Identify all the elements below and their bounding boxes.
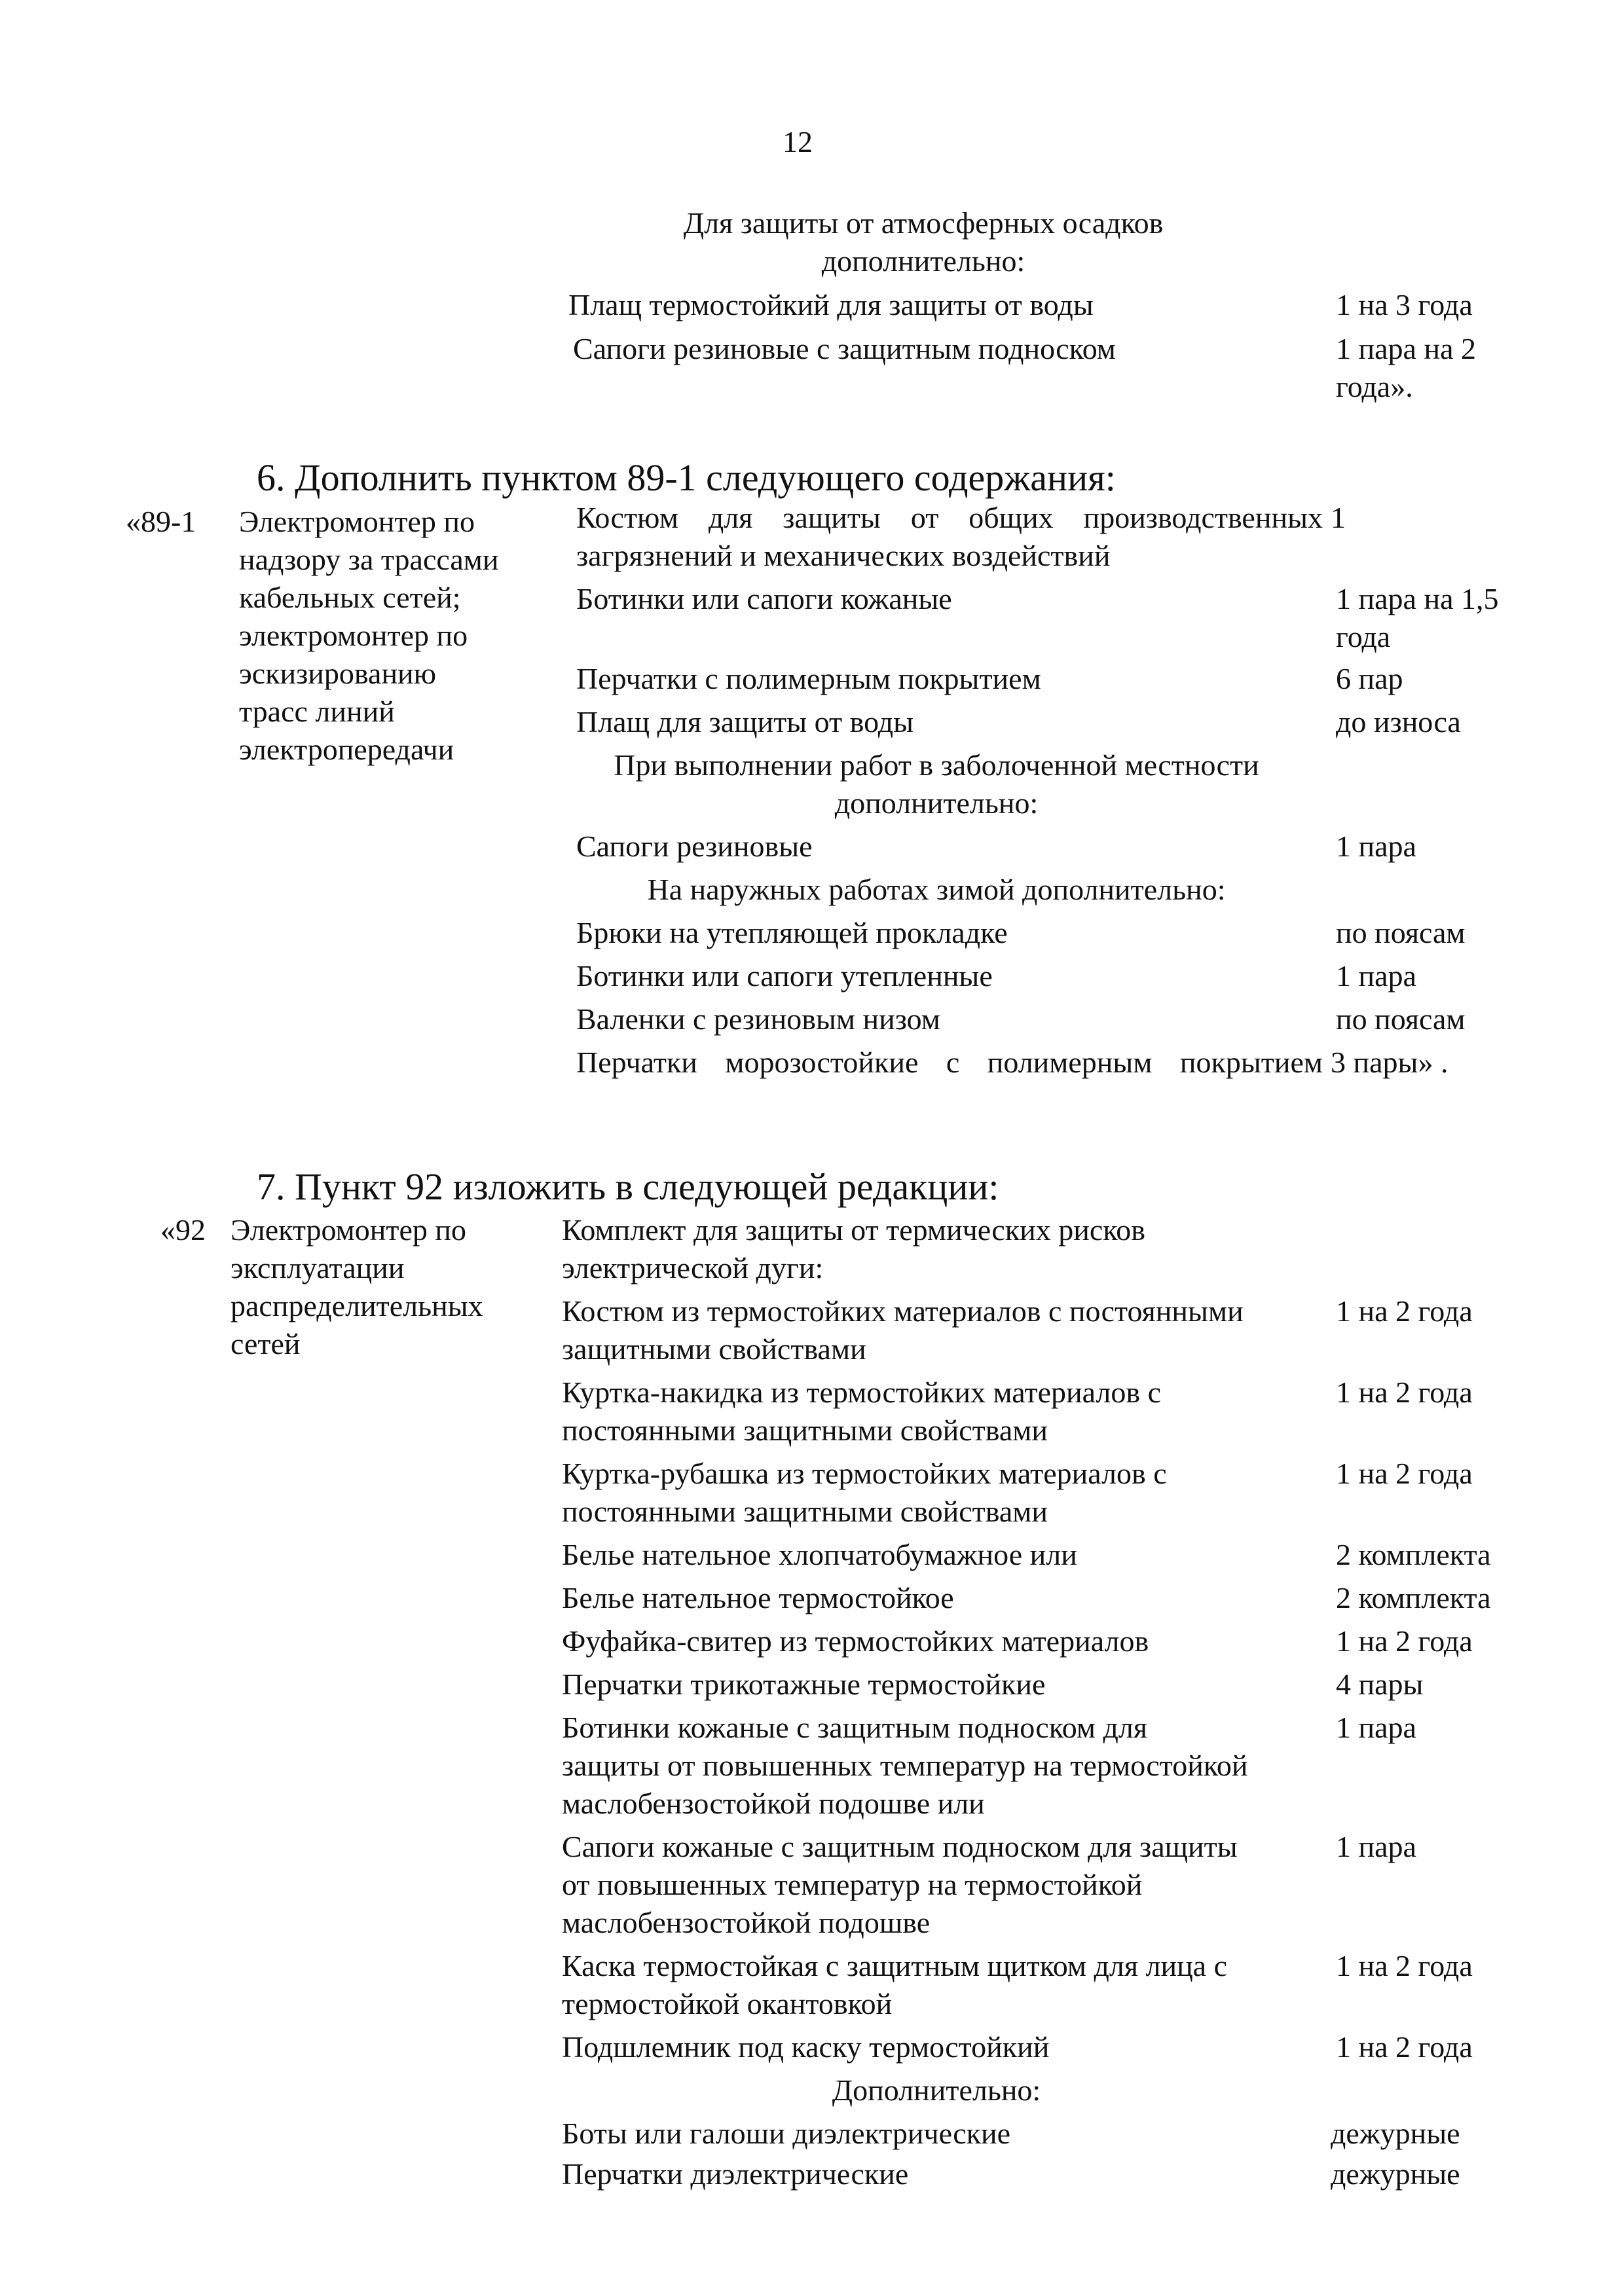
item-qty: 3 пары» .: [1331, 1046, 1449, 1079]
item-line: Костюм для защиты от общих производственных: [576, 501, 1323, 534]
item-qty: 6 пар: [1336, 662, 1403, 695]
profession-line: электропередачи: [239, 733, 454, 766]
top-row-item: Плащ термостойкий для защиты от воды: [568, 288, 1094, 321]
item-line: Перчатки с полимерным покрытием: [576, 662, 1041, 695]
profession-line: эскизированию: [239, 657, 437, 690]
item-line: Перчатки диэлектрические: [562, 2157, 909, 2191]
item-line: термостойкой окантовкой: [562, 1987, 893, 2020]
item-qty: дежурные: [1331, 2157, 1460, 2191]
section-7-number: «92: [160, 1213, 206, 1247]
item-line: Куртка-накидка из термостойких материалов с: [562, 1376, 1162, 1409]
item-line: Ботинки или сапоги утепленные: [576, 959, 993, 993]
item-line: Сапоги кожаные с защитным подноском для защиты: [562, 1830, 1238, 1863]
profession-line: сетей: [231, 1327, 301, 1360]
item-qty: 1 на 2 года: [1336, 1294, 1473, 1328]
item-line: Белье нательное хлопчатобумажное или: [562, 1538, 1077, 1571]
item-line: Фуфайка-свитер из термостойких материалов: [562, 1624, 1149, 1658]
item-line: Перчатки трикотажные термостойкие: [562, 1667, 1046, 1701]
item-line: Белье нательное термостойкое: [562, 1581, 954, 1614]
item-line: маслобензостойкой подошве или: [562, 1787, 985, 1820]
item-qty: 1 на 2 года: [1336, 1376, 1473, 1409]
section-6-number: «89-1: [126, 505, 196, 538]
item-qty: 1 пара на 1,5: [1336, 582, 1499, 615]
profession-line: электромонтер по: [239, 619, 468, 652]
item-qty-continued: года: [1336, 620, 1391, 653]
profession-line: Электромонтер по: [231, 1213, 467, 1247]
item-qty: 1 пара: [1336, 1830, 1416, 1863]
section-6-heading: 6. Дополнить пунктом 89-1 следующего содержания:: [257, 456, 1116, 499]
top-row-item: Сапоги резиновые с защитным подноском: [573, 332, 1116, 365]
item-qty: 1 на 2 года: [1336, 1949, 1473, 1982]
item-qty: 2 комплекта: [1336, 1538, 1491, 1571]
item-line: Ботинки кожаные с защитным подноском для: [562, 1711, 1148, 1744]
item-line: постоянными защитными свойствами: [562, 1495, 1048, 1528]
item-line: от повышенных температур на термостойкой: [562, 1868, 1143, 1901]
item-line: Брюки на утепляющей прокладке: [576, 916, 1008, 949]
item-line: Каска термостойкая с защитным щитком для лица с: [562, 1949, 1228, 1982]
item-qty: 1 пара: [1336, 959, 1416, 993]
item-line: защитными свойствами: [562, 1332, 866, 1366]
subheader-line: На наружных работах зимой дополнительно:: [647, 873, 1226, 906]
item-line: постоянными защитными свойствами: [562, 1413, 1048, 1447]
top-subheader-line1: Для защиты от атмосферных осадков: [683, 206, 1164, 240]
item-qty: по поясам: [1336, 1002, 1466, 1036]
section-7-heading: 7. Пункт 92 изложить в следующей редакции:: [257, 1165, 999, 1208]
item-line: Валенки с резиновым низом: [576, 1002, 940, 1036]
item-line: загрязнений и механических воздействий: [576, 539, 1111, 572]
profession-line: распределительных: [231, 1289, 483, 1322]
item-qty: до износа: [1336, 705, 1461, 738]
item-line: защиты от повышенных температур на термостойкой: [562, 1749, 1248, 1782]
top-row-qty: 1 пара на 2: [1336, 332, 1476, 365]
item-line: Плащ для защиты от воды: [576, 705, 914, 738]
subheader-line: дополнительно:: [834, 786, 1039, 820]
item-qty: 1 пара: [1336, 1711, 1416, 1744]
subheader-line: При выполнении работ в заболоченной местности: [614, 748, 1259, 782]
item-qty: дежурные: [1331, 2117, 1460, 2150]
item-line: Боты или галоши диэлектрические: [562, 2117, 1011, 2150]
profession-line: надзору за трассами: [239, 543, 499, 576]
page-number: 12: [783, 125, 813, 158]
kit-line: Комплект для защиты от термических рисков: [562, 1213, 1146, 1247]
item-line: Перчатки морозостойкие с полимерным покрытием: [576, 1046, 1323, 1079]
item-qty: 1 на 2 года: [1336, 2030, 1473, 2064]
item-qty: 1 на 2 года: [1336, 1457, 1473, 1490]
profession-line: кабельных сетей;: [239, 581, 461, 614]
top-row-qty: 1 на 3 года: [1336, 288, 1473, 321]
item-qty: 4 пары: [1336, 1667, 1424, 1701]
top-subheader-line2: дополнительно:: [821, 244, 1025, 278]
top-row-qty-continued: года».: [1336, 370, 1413, 403]
item-line: Подшлемник под каску термостойкий: [562, 2030, 1050, 2064]
item-line: Костюм из термостойких материалов с постоянными: [562, 1294, 1244, 1328]
item-line: Куртка-рубашка из термостойких материалов с: [562, 1457, 1167, 1490]
kit-line: электрической дуги:: [562, 1251, 824, 1285]
item-qty: 1 на 2 года: [1336, 1624, 1473, 1658]
item-qty: 1: [1331, 501, 1346, 534]
item-line: Сапоги резиновые: [576, 829, 813, 863]
profession-line: трасс линий: [239, 695, 395, 728]
item-qty: по поясам: [1336, 916, 1466, 949]
profession-line: эксплуатации: [231, 1251, 405, 1285]
profession-line: Электромонтер по: [239, 505, 475, 538]
item-line: Ботинки или сапоги кожаные: [576, 582, 952, 615]
subheader-line: Дополнительно:: [832, 2073, 1041, 2107]
item-qty: 1 пара: [1336, 829, 1416, 863]
item-qty: 2 комплекта: [1336, 1581, 1491, 1614]
item-line: маслобензостойкой подошве: [562, 1906, 931, 1939]
